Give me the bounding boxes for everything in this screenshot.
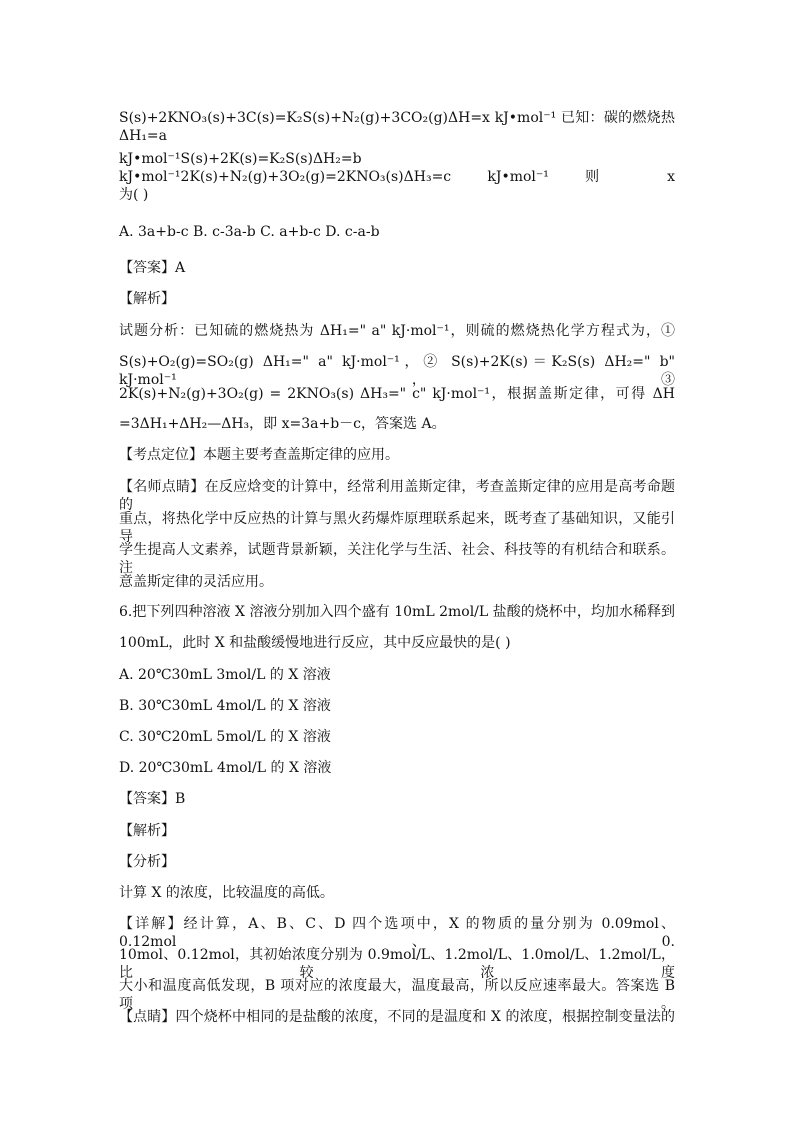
option-d: D. 20℃30mL 4mol/L 的 X 溶液 [119, 760, 332, 776]
analysis-label: 【解析】 [119, 291, 175, 307]
options-line: A. 3a+b-c B. c-3a-b C. a+b-c D. c-a-b [119, 224, 380, 240]
option-c: C. 30℃20mL 5mol/L 的 X 溶液 [119, 729, 331, 745]
teacher-note-line-2: 重点，将热化学中反应热的计算与黑火药爆炸原理联系起来，既考查了基础知识，又能引导 [119, 511, 675, 545]
answer-label-2: 【答案】B [119, 791, 186, 807]
topic-note: 【考点定位】本题主要考查盖斯定律的应用。 [119, 447, 399, 463]
question-stem-line-1: S(s)+2KNO₃(s)+3C(s)=K₂S(s)+N₂(g)+3CO₂(g)ΔH=x kJ•mol⁻¹ 已知：碳的燃烧热ΔH₁=a [119, 110, 675, 144]
analysis-line-3: 2K(s)+N₂(g)+3O₂(g) = 2KNO₃(s) ΔH₃=" c" kJ·mol⁻¹，根据盖斯定律，可得 ΔH [119, 386, 675, 402]
option-b: B. 30℃30mL 4mol/L 的 X 溶液 [119, 698, 331, 714]
analysis-line-2: S(s)+O₂(g)=SO₂(g) ΔH₁=" a" kJ·mol⁻¹，② S(s)+2K(s)＝K₂S(s) ΔH₂=" b" kJ·mol⁻¹，③ [119, 354, 675, 388]
analysis-section-label: 【分析】 [119, 854, 175, 870]
analysis-label-2: 【解析】 [119, 823, 175, 839]
teacher-note-line-1: 【名师点睛】在反应焓变的计算中，经常利用盖斯定律，考查盖斯定律的应用是高考命题的 [119, 479, 675, 513]
teacher-note-line-3: 学生提高人文素养，试题背景新颖，关注化学与生活、社会、科技等的有机结合和联系。注 [119, 542, 675, 576]
answer-label: 【答案】A [119, 260, 186, 276]
analysis-line-4: =3ΔH₁+ΔH₂—ΔH₃，即 x=3a+b－c，答案选 A。 [119, 416, 446, 432]
question-stem-line-3: 为( ) [119, 187, 149, 203]
teacher-note-line-4: 意盖斯定律的灵活应用。 [119, 574, 273, 590]
detail-line-1: 【详解】经计算，A、B、C、D 四个选项中，X 的物质的量分别为 0.09mol、0.12mol、0. [119, 916, 675, 950]
question-6-line-1: 6.把下列四种溶液 X 溶液分别加入四个盛有 10mL 2mol/L 盐酸的烧杯中，均加水稀释到 [119, 604, 675, 620]
detail-line-2: 10mol、0.12mol，其初始浓度分别为 0.9mol/L、1.2mol/L、1.0mol/L、1.2mol/L，比较浓度 [119, 947, 675, 981]
analysis-line-1: 试题分析：已知硫的燃烧热为 ΔH₁=" a" kJ·mol⁻¹，则硫的燃烧热化学方程式为，① [119, 323, 675, 339]
analysis-text: 计算 X 的浓度，比较温度的高低。 [119, 885, 334, 901]
question-stem-line-2: kJ•mol⁻¹S(s)+2K(s)=K₂S(s)ΔH₂=b kJ•mol⁻¹2K(s)+N₂(g)+3O₂(g)=2KNO₃(s)ΔH₃=c kJ•mol⁻¹ 则 x [119, 151, 675, 185]
detail-line-3: 大小和温度高低发现，B 项对应的浓度最大，温度最高，所以反应速率最大。答案选 B 项。 [119, 978, 675, 1012]
option-a: A. 20℃30mL 3mol/L 的 X 溶液 [119, 667, 331, 683]
tip-line-1: 【点睛】四个烧杯中相同的是盐酸的浓度，不同的是温度和 X 的浓度，根据控制变量法的 [119, 1009, 675, 1025]
question-6-line-2: 100mL，此时 X 和盐酸缓慢地进行反应，其中反应最快的是( ) [119, 635, 511, 651]
